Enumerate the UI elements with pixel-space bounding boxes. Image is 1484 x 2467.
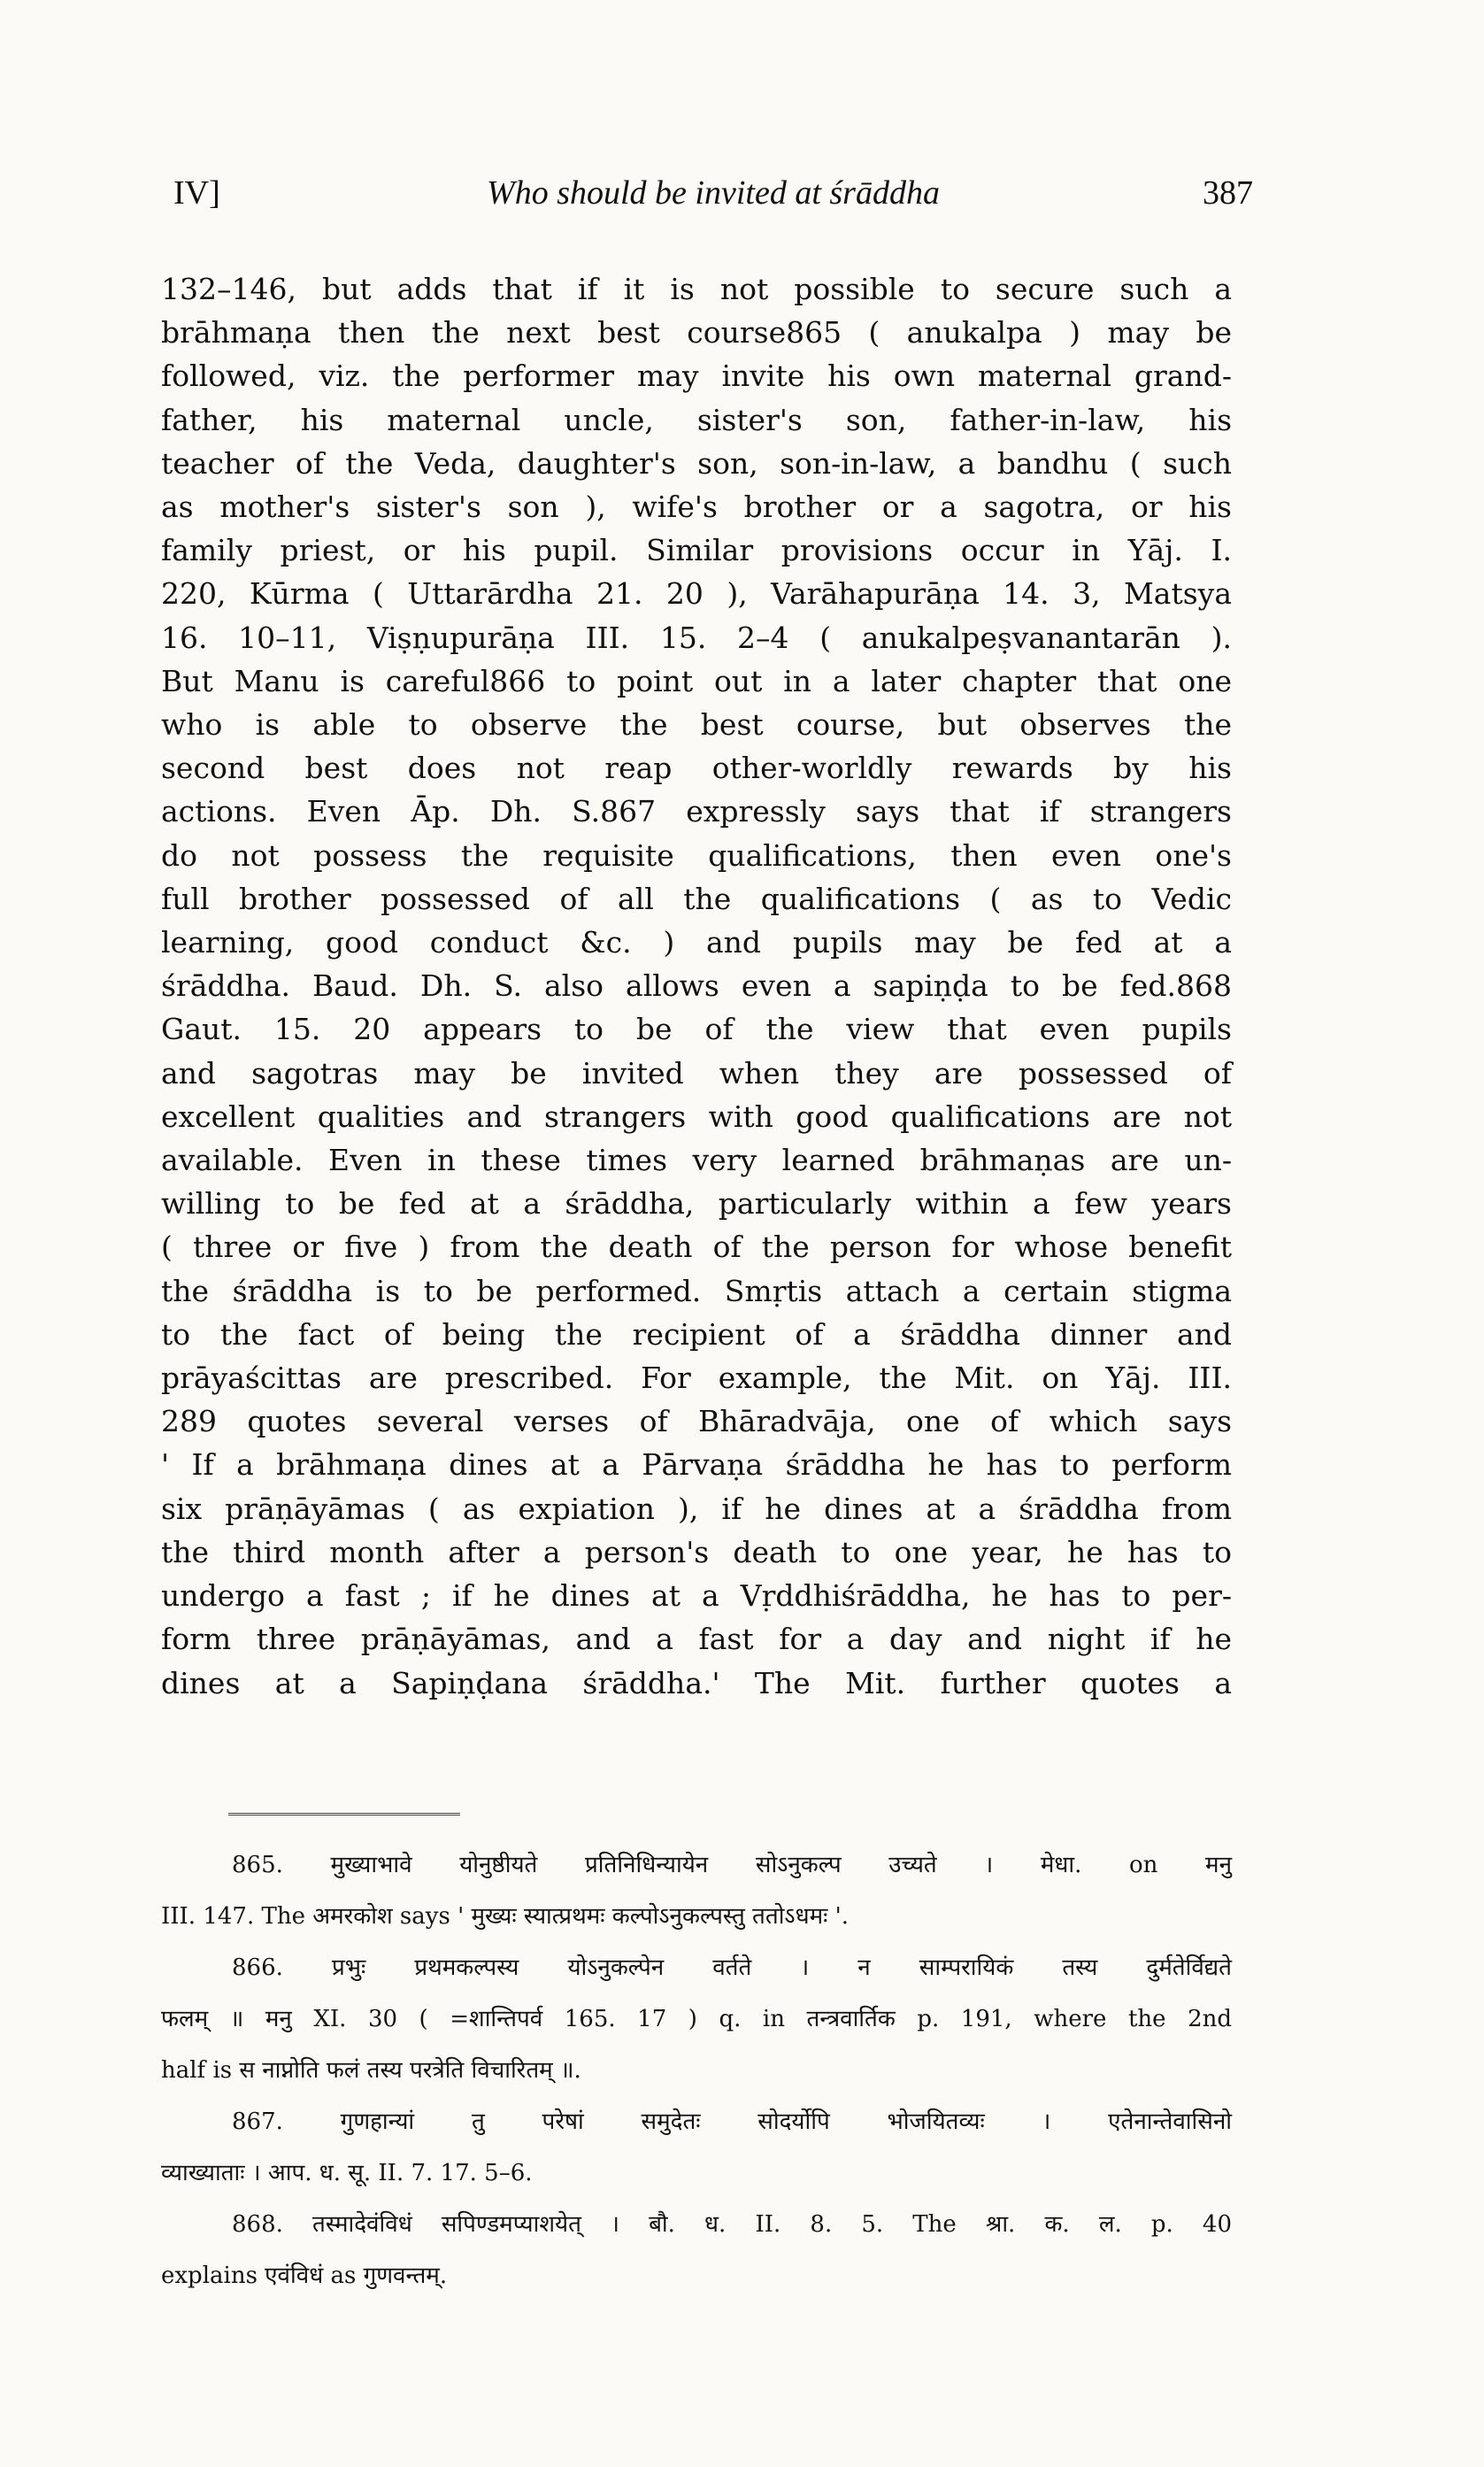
- body-line: actions. Even Āp. Dh. S.867 expressly says that if strangers: [161, 794, 1232, 829]
- body-line: dines at a Sapiṇḍana śrāddha.' The Mit. further quotes a: [161, 1665, 1232, 1700]
- body-line: form three prāṇāyāmas, and a fast for a day and night if he: [161, 1622, 1232, 1657]
- body-line: willing to be fed at a śrāddha, particularly within a few years: [161, 1186, 1232, 1222]
- body-line: brāhmaṇa then the next best course865 ( anukalpa ) may be: [161, 315, 1232, 351]
- page-number: 387: [1203, 174, 1253, 212]
- body-line: 220, Kūrma ( Uttarārdha 21. 20 ), Varāhapurāṇa 14. 3, Matsya: [161, 576, 1232, 612]
- body-line: as mother's sister's son ), wife's brother or a sagotra, or his: [161, 490, 1232, 525]
- footnotes: [161, 1839, 1232, 2301]
- footnote-line: 866. प्रभुः प्रथमकल्पस्य योऽनुकल्पेन वर्तते । न साम्परायिकं तस्य दुर्मतेर्विद्यते: [232, 1954, 1232, 1981]
- body-line: available. Even in these times very learned brāhmaṇas are un-: [161, 1143, 1232, 1178]
- footnote-line: 867. गुणहान्यां तु परेषां समुदेतः सोदर्योपि भोजयितव्यः । एतेनान्तेवासिनो: [232, 2109, 1232, 2135]
- body-line: teacher of the Veda, daughter's son, son-in-law, a bandhu ( such: [161, 445, 1232, 481]
- main-text: [161, 267, 1232, 1705]
- body-line: learning, good conduct &c. ) and pupils may be fed at a: [161, 925, 1232, 960]
- footnote-line: 868. तस्मादेवंविधं सपिण्डमप्याशयेत् । बौ. ध. II. 8. 5. The श्रा. क. ल. p. 40: [232, 2211, 1232, 2238]
- footnote-line: 865. मुख्याभावे योनुष्ठीयते प्रतिनिधिन्यायेन सोऽनुकल्प उच्यते । मेधा. on मनु: [232, 1852, 1232, 1878]
- footnote-line: फलम् ॥ मनु XI. 30 ( =शान्तिपर्व 165. 17 ) q. in तन्त्रवार्तिक p. 191, where the 2nd: [161, 2006, 1232, 2032]
- body-line: six prāṇāyāmas ( as expiation ), if he dines at a śrāddha from: [161, 1491, 1232, 1526]
- footnote-line: व्याख्याताः । आप. ध. सू. II. 7. 17. 5–6.: [161, 2160, 533, 2186]
- body-line: the śrāddha is to be performed. Smṛtis attach a certain stigma: [161, 1273, 1232, 1308]
- footnote-line: explains एवंविधं as गुणवन्तम्.: [161, 2263, 448, 2289]
- body-line: 16. 10–11, Viṣṇupurāṇa III. 15. 2–4 ( anukalpeṣvanantarān ).: [161, 620, 1232, 655]
- chapter-marker: IV]: [173, 174, 220, 212]
- body-line: family priest, or his pupil. Similar provisions occur in Yāj. I.: [161, 533, 1232, 568]
- body-line: ' If a brāhmaṇa dines at a Pārvaṇa śrāddha he has to perform: [161, 1447, 1232, 1483]
- body-line: 289 quotes several verses of Bhāradvāja, one of which says: [161, 1404, 1232, 1439]
- body-line: full brother possessed of all the qualifications ( as to Vedic: [161, 881, 1232, 916]
- body-line: father, his maternal uncle, sister's son, father-in-law, his: [161, 402, 1232, 437]
- body-line: ( three or five ) from the death of the person for whose benefit: [161, 1230, 1232, 1265]
- body-line: do not possess the requisite qualifications, then even one's: [161, 837, 1232, 873]
- body-line: undergo a fast ; if he dines at a Vṛddhiśrāddha, he has to per-: [161, 1578, 1232, 1614]
- body-line: śrāddha. Baud. Dh. S. also allows even a sapiṇḍa to be fed.868: [161, 968, 1232, 1004]
- body-line: 132–146, but adds that if it is not possible to secure such a: [161, 272, 1232, 306]
- body-line: Gaut. 15. 20 appears to be of the view that even pupils: [161, 1012, 1232, 1047]
- body-line: second best does not reap other-worldly rewards by his: [161, 751, 1232, 786]
- body-line: But Manu is careful866 to point out in a later chapter that one: [161, 663, 1232, 698]
- body-line: to the fact of being the recipient of a śrāddha dinner and: [161, 1316, 1232, 1352]
- body-line: excellent qualities and strangers with good qualifications are not: [161, 1099, 1232, 1134]
- body-line: the third month after a person's death to one year, he has to: [161, 1534, 1232, 1569]
- body-line: prāyaścittas are prescribed. For example, the Mit. on Yāj. III.: [161, 1361, 1232, 1396]
- running-title: Who should be invited at śrāddha: [487, 174, 940, 212]
- footnote-separator: [228, 1813, 460, 1816]
- body-line: followed, viz. the performer may invite his own maternal grand-: [161, 358, 1232, 394]
- body-line: who is able to observe the best course, but observes the: [161, 707, 1232, 743]
- page-header: [173, 173, 1253, 227]
- body-line: and sagotras may be invited when they are possessed of: [161, 1055, 1232, 1091]
- footnote-line: half is स नाप्नोति फलं तस्य परत्रेति विचारितम् ॥.: [161, 2057, 581, 2084]
- footnote-line: III. 147. The अमरकोश says ' मुख्यः स्यात्प्रथमः कल्पोऽनुकल्पस्तु ततोऽधमः '.: [161, 1903, 850, 1930]
